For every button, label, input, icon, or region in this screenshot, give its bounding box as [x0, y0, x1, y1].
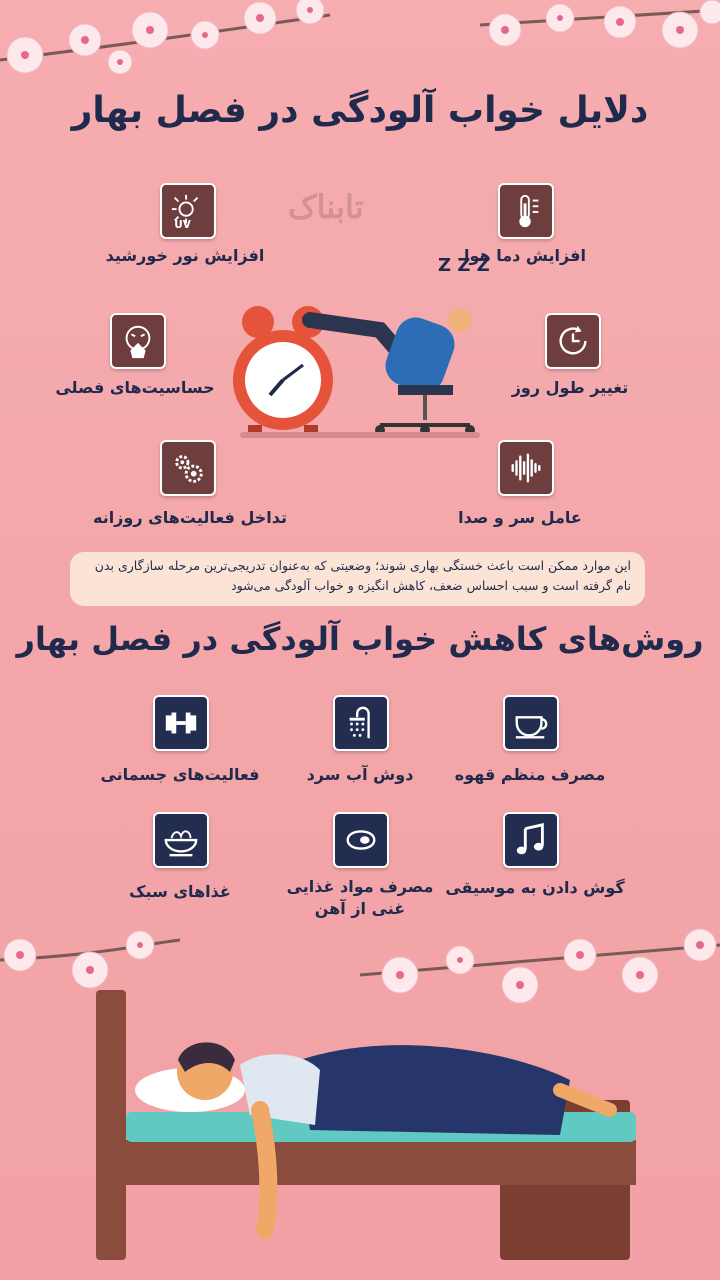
cause-label-noise: عامل سر و صدا [458, 508, 582, 527]
remedy-label-music: گوش دادن به موسیقی [445, 878, 625, 897]
sleeping-man-in-chair-illustration [300, 290, 480, 440]
cause-label-temperature: افزایش دما هوا [464, 246, 586, 265]
cause-label-allergy: حساسیت‌های فصلی [55, 378, 215, 397]
sun-uv-icon [160, 183, 216, 239]
sneeze-icon [110, 313, 166, 369]
salad-icon [153, 812, 209, 868]
title-causes: دلایل خواب آلودگی در فصل بهار [71, 90, 649, 131]
blossom-branch-top-left [0, 0, 330, 90]
remedy-label-cold-shower: دوش آب سرد [306, 765, 414, 784]
clock-icon [545, 313, 601, 369]
info-note: این موارد ممکن است باعث خستگی بهاری شوند؛ وضعیتی که به‌عنوان تدریجی‌ترین مرحله سازگاری بدن نام گرفته است و سبب احساس ضعف، کاهش انگیزه و خواب آلودگی می‌شود [70, 552, 645, 606]
title-remedies: روش‌های کاهش خواب آلودگی در فصل بهار [16, 620, 704, 658]
snore-text: Z Z Z [438, 255, 490, 276]
floor-shadow [240, 432, 480, 438]
sleeping-woman-bed-illustration [90, 990, 650, 1260]
cause-label-daily-activities: تداخل فعالیت‌های روزانه [92, 508, 287, 527]
remedy-label-coffee: مصرف منظم قهوه [454, 765, 606, 784]
remedy-label-exercise: فعالیت‌های جسمانی [100, 765, 260, 784]
gears-icon [160, 440, 216, 496]
sound-wave-icon [498, 440, 554, 496]
brand-watermark: تابناک [288, 188, 364, 226]
cause-label-sunlight: افزایش نور خورشید [105, 246, 265, 265]
coffee-cup-icon [503, 695, 559, 751]
thermometer-icon [498, 183, 554, 239]
music-note-icon [503, 812, 559, 868]
steak-icon [333, 812, 389, 868]
shower-icon [333, 695, 389, 751]
svg-text:UV: UV [174, 219, 191, 230]
remedy-label-iron-food: مصرف مواد غذایی غنی از آهن [286, 877, 434, 918]
remedy-label-light-food: غذاهای سبک [129, 882, 231, 901]
dumbbell-icon [153, 695, 209, 751]
cause-label-day-length: تغییر طول روز [511, 378, 629, 397]
blossom-branch-top-right [480, 0, 720, 70]
